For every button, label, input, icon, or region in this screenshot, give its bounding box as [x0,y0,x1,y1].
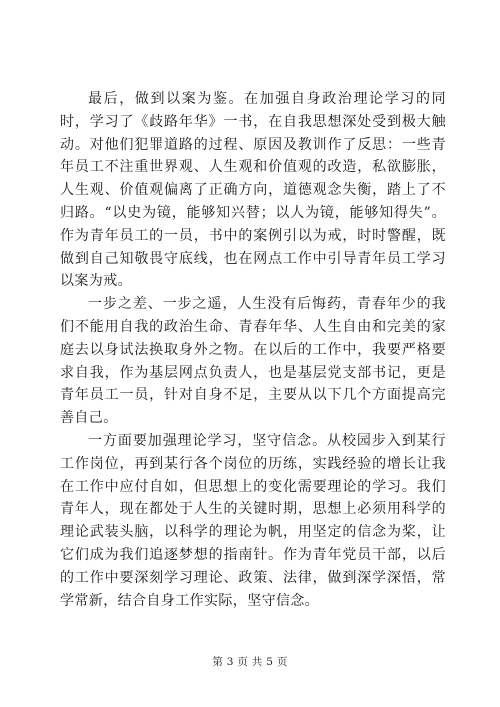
paragraph-theory-study: 一方面要加强理论学习，坚守信念。从校园步入到某行工作岗位，再到某行各个岗位的历练，实践经验的增长让我在工作中应付自如，但思想上的变化需要理论的学习。我们青年人，现在都处于人生的关键时期，思想上必须用科学的理论武装头脑，以科学的理论为帆，用坚定的信念为桨，让它们成为我们追逐梦想的指南针。作为青年党员干部，以后的工作中要深刻学习理论、政策、法律，做到深学深悟，常学常新，结合自身工作实际，坚守信念。 [60,432,446,609]
paragraph-self-requirement: 一步之差、一步之遥，人生没有后悔药，青春年少的我们不能用自我的政治生命、青春年华、人生自由和完美的家庭去以身试法换取身外之物。在以后的工作中，我要严格要求自我，作为基层网点负责人，也是基层党支部书记，更是青年员工一员，针对自身不足，主要从以下几个方面提高完善自己。 [60,296,446,427]
paragraph-case-lesson: 最后，做到以案为鉴。在加强自身政治理论学习的同时，学习了《歧路年华》一书，在自我思想深处受到极大触动。对他们犯罪道路的过程、原因及教训作了反思：一些青年员工不注重世界观、人生观和价值观的改造，私欲膨胀，人生观、价值观偏离了正确方向，道德观念失衡，踏上了不归路。“以史为镜，能够知兴替；以人为镜，能够知得失”。作为青年员工的一员，书中的案例引以为戒，时时警醒，既做到自己知敬畏守底线，也在网点工作中引导青年员工学习以案为戒。 [60,91,446,290]
document-body [60,88,446,612]
page-number-footer: 第 3 页 共 5 页 [212,656,288,668]
